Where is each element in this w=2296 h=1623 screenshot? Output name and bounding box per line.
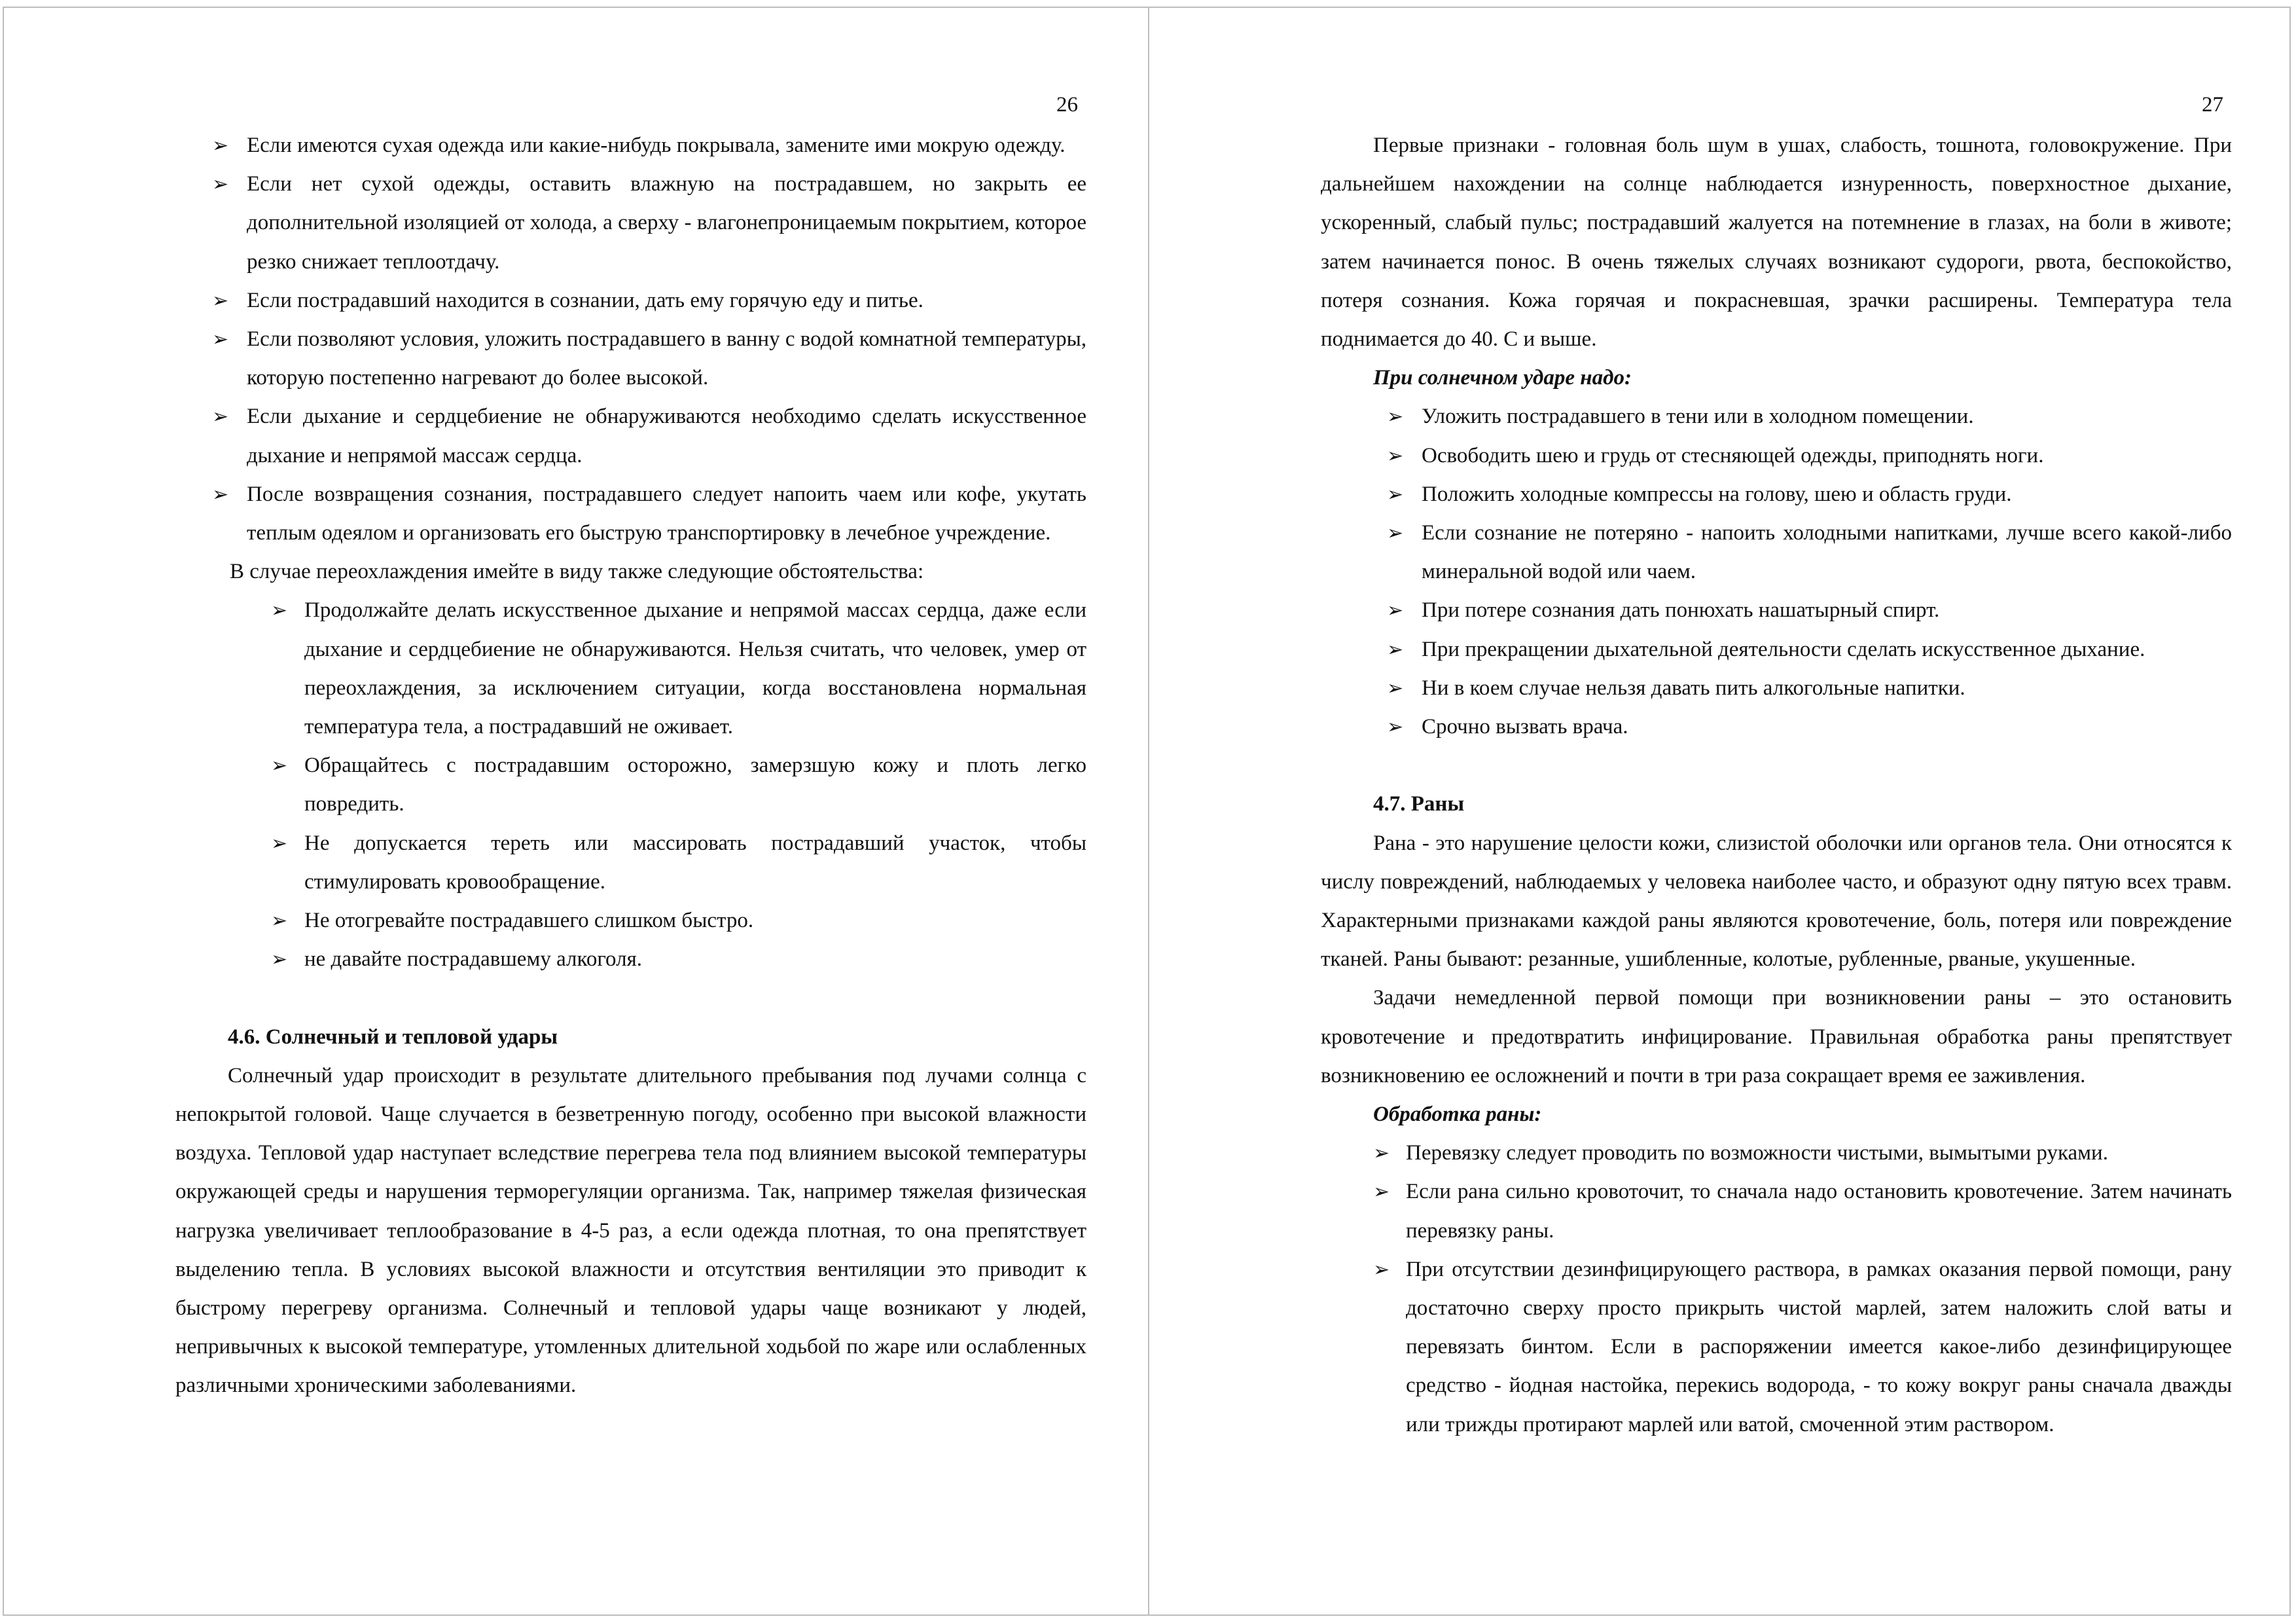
treatment-heading: Обработка раны: bbox=[1373, 1103, 1542, 1127]
list-item: ➢ При потере сознания дать понюхать нашатырный спирт. bbox=[1321, 591, 2232, 630]
list-item: ➢ При отсутствии дезинфицирующего раствора, в рамках оказания первой помощи, рану достаточно сверху просто прикрыть чистой марлей, затем наложить слой ваты и перевязать бинтом. Если в распоряжении имеется какое-либо дезинфицирующее средство - йодная настойка, перекись водорода, - то кожу вокруг раны сначала дважды или трижды протирают марлей или ватой, смоченной этим раствором. bbox=[1321, 1250, 2232, 1444]
list-item: ➢ Обращайтесь с пострадавшим осторожно, замерзшую кожу и плоть легко повредить. bbox=[175, 746, 1086, 824]
list-item: ➢ Если дыхание и сердцебиение не обнаруживаются необходимо сделать искусственное дыхание и непрямой массаж сердца. bbox=[175, 397, 1086, 475]
treatment-bullet-list bbox=[1321, 1134, 2232, 1444]
left-page-body bbox=[175, 126, 1086, 1406]
bullet-arrow-icon: ➢ bbox=[1387, 406, 1404, 428]
list-item: ➢ Положить холодные компрессы на голову, шею и область груди. bbox=[1321, 475, 2232, 514]
list-item: ➢ Если нет сухой одежды, оставить влажную на пострадавшем, но закрыть ее дополнительной изоляцией от холода, а сверху - влагонепроницаемым покрытием, которое резко снижает теплоотдачу. bbox=[175, 165, 1086, 282]
page-number: 27 bbox=[2202, 93, 2223, 117]
bullet-arrow-icon: ➢ bbox=[1387, 677, 1404, 699]
bullet-arrow-icon: ➢ bbox=[1387, 638, 1404, 661]
sunstroke-help-heading: При солнечном ударе надо: bbox=[1373, 366, 1632, 390]
section-heading-sunstroke: 4.6. Солнечный и тепловой удары bbox=[228, 1025, 558, 1049]
wounds-paragraph-1: Рана - это нарушение целости кожи, слизистой оболочки или органов тела. Они относятся к числу повреждений, наблюдаемых у человека наиболее часто, и образуют одну пятую всех травм. Характерными признаками каждой раны являются кровотечение, боль, потеря или повреждение тканей. Раны бывают: резанные, ушибленные, колотые, рубленные, рваные, укушенные. bbox=[1321, 831, 2232, 972]
spacer bbox=[175, 979, 1086, 1017]
warming-bullet-list bbox=[175, 126, 1086, 553]
list-item: ➢ При прекращении дыхательной деятельности сделать искусственное дыхание. bbox=[1321, 630, 2232, 669]
bullet-arrow-icon: ➢ bbox=[212, 289, 229, 312]
spacer bbox=[1321, 746, 2232, 785]
bullet-arrow-icon: ➢ bbox=[212, 329, 229, 351]
sunstroke-paragraph: Солнечный удар происходит в результате длительного пребывания под лучами солнца с непокрытой головой. Чаще случается в безветренную погоду, особенно при высокой влажности воздуха. Тепловой удар наступает вследствие перегрева тела под влиянием высокой температуры окружающей среды и нарушения терморегуляции организма. Так, например тяжелая физическая нагрузка увеличивает теплообразование в 4-5 раз, а если одежда плотная, то она препятствует выделению тепла. В условиях высокой влажности и отсутствия вентиляции это приводит к быстрому перегреву организма. Солнечный и тепловой удары чаще возникают у людей, непривычных к высокой температуре, утомленных длительной ходьбой по жаре или ослабленных различными хроническими заболеваниями. bbox=[175, 1063, 1086, 1398]
list-item: ➢ Если позволяют условия, уложить пострадавшего в ванну с водой комнатной температуры, которую постепенно нагревают до более высокой. bbox=[175, 320, 1086, 397]
list-item: ➢ не давайте пострадавшему алкоголя. bbox=[175, 940, 1086, 979]
list-item: ➢ Продолжайте делать искусственное дыхание и непрямой массах сердца, даже если дыхание и сердцебиение не обнаруживаются. Нельзя считать, что человек, умер от переохлаждения, за исключением ситуации, когда восстановлена нормальная температура тела, а пострадавший не оживает. bbox=[175, 591, 1086, 746]
section-heading-wounds: 4.7. Раны bbox=[1373, 792, 1465, 816]
bullet-arrow-icon: ➢ bbox=[212, 173, 229, 196]
page-number: 26 bbox=[1056, 93, 1078, 117]
bullet-arrow-icon: ➢ bbox=[212, 406, 229, 428]
list-item: ➢ Уложить пострадавшего в тени или в холодном помещении. bbox=[1321, 397, 2232, 436]
list-item: ➢ Не допускается тереть или массировать пострадавший участок, чтобы стимулировать кровообращение. bbox=[175, 824, 1086, 902]
bullet-arrow-icon: ➢ bbox=[1387, 483, 1404, 505]
list-item: ➢ Перевязку следует проводить по возможности чистыми, вымытыми руками. bbox=[1321, 1134, 2232, 1173]
page-right bbox=[1148, 7, 2291, 1616]
list-item: ➢ Если сознание не потеряно - напоить холодными напитками, лучше всего какой-либо минеральной водой или чаем. bbox=[1321, 514, 2232, 591]
list-item: ➢ Не отогревайте пострадавшего слишком быстро. bbox=[175, 902, 1086, 940]
list-item: ➢ Если пострадавший находится в сознании, дать ему горячую еду и питье. bbox=[175, 282, 1086, 320]
list-item: ➢ Если имеются сухая одежда или какие-нибудь покрывала, замените ими мокрую одежду. bbox=[175, 126, 1086, 165]
bullet-arrow-icon: ➢ bbox=[271, 832, 288, 854]
bullet-arrow-icon: ➢ bbox=[1387, 716, 1404, 739]
bullet-arrow-icon: ➢ bbox=[1387, 522, 1404, 545]
bullet-arrow-icon: ➢ bbox=[271, 949, 288, 971]
bullet-arrow-icon: ➢ bbox=[271, 600, 288, 622]
list-item: ➢ Освободить шею и грудь от стесняющей одежды, приподнять ноги. bbox=[1321, 437, 2232, 475]
hypothermia-bullet-list bbox=[175, 591, 1086, 979]
list-item: ➢ Ни в коем случае нельзя давать пить алкогольные напитки. bbox=[1321, 669, 2232, 708]
bullet-arrow-icon: ➢ bbox=[1387, 600, 1404, 622]
page-left bbox=[3, 7, 1149, 1616]
list-item: ➢ После возвращения сознания, пострадавшего следует напоить чаем или кофе, укутать теплым одеялом и организовать его быструю транспортировку в лечебное учреждение. bbox=[175, 475, 1086, 553]
hypothermia-intro: В случае переохлаждения имейте в виду также следующие обстоятельства: bbox=[230, 560, 924, 584]
bullet-arrow-icon: ➢ bbox=[212, 135, 229, 156]
bullet-arrow-icon: ➢ bbox=[1373, 1181, 1390, 1203]
right-page-body bbox=[1321, 126, 2232, 1444]
bullet-arrow-icon: ➢ bbox=[1387, 445, 1404, 467]
list-item: ➢ Если рана сильно кровоточит, то сначала надо остановить кровотечение. Затем начинать перевязку раны. bbox=[1321, 1173, 2232, 1250]
bullet-arrow-icon: ➢ bbox=[212, 483, 229, 505]
wounds-paragraph-2: Задачи немедленной первой помощи при возникновении раны – это остановить кровотечение и предотвратить инфицирование. Правильная обработка раны препятствует возникновению ее осложнений и почти в три раза сокращает время ее заживления. bbox=[1321, 986, 2232, 1087]
bullet-arrow-icon: ➢ bbox=[1373, 1258, 1390, 1281]
bullet-arrow-icon: ➢ bbox=[271, 910, 288, 932]
bullet-arrow-icon: ➢ bbox=[1373, 1142, 1390, 1165]
sunstroke-bullet-list bbox=[1321, 397, 2232, 746]
bullet-arrow-icon: ➢ bbox=[271, 755, 288, 777]
symptoms-paragraph: Первые признаки - головная боль шум в ушах, слабость, тошнота, головокружение. При дальнейшем нахождении на солнце наблюдается изнуренность, поверхностное дыхание, ускоренный, слабый пульс; пострадавший жалуется на потемнение в глазах, на боли в животе; затем начинается понос. В очень тяжелых случаях возникают судороги, рвота, беспокойство, потеря сознания. Кожа горячая и покрасневшая, зрачки расширены. Температура тела поднимается до 40. С и выше. bbox=[1321, 134, 2232, 352]
list-item: ➢ Срочно вызвать врача. bbox=[1321, 708, 2232, 746]
